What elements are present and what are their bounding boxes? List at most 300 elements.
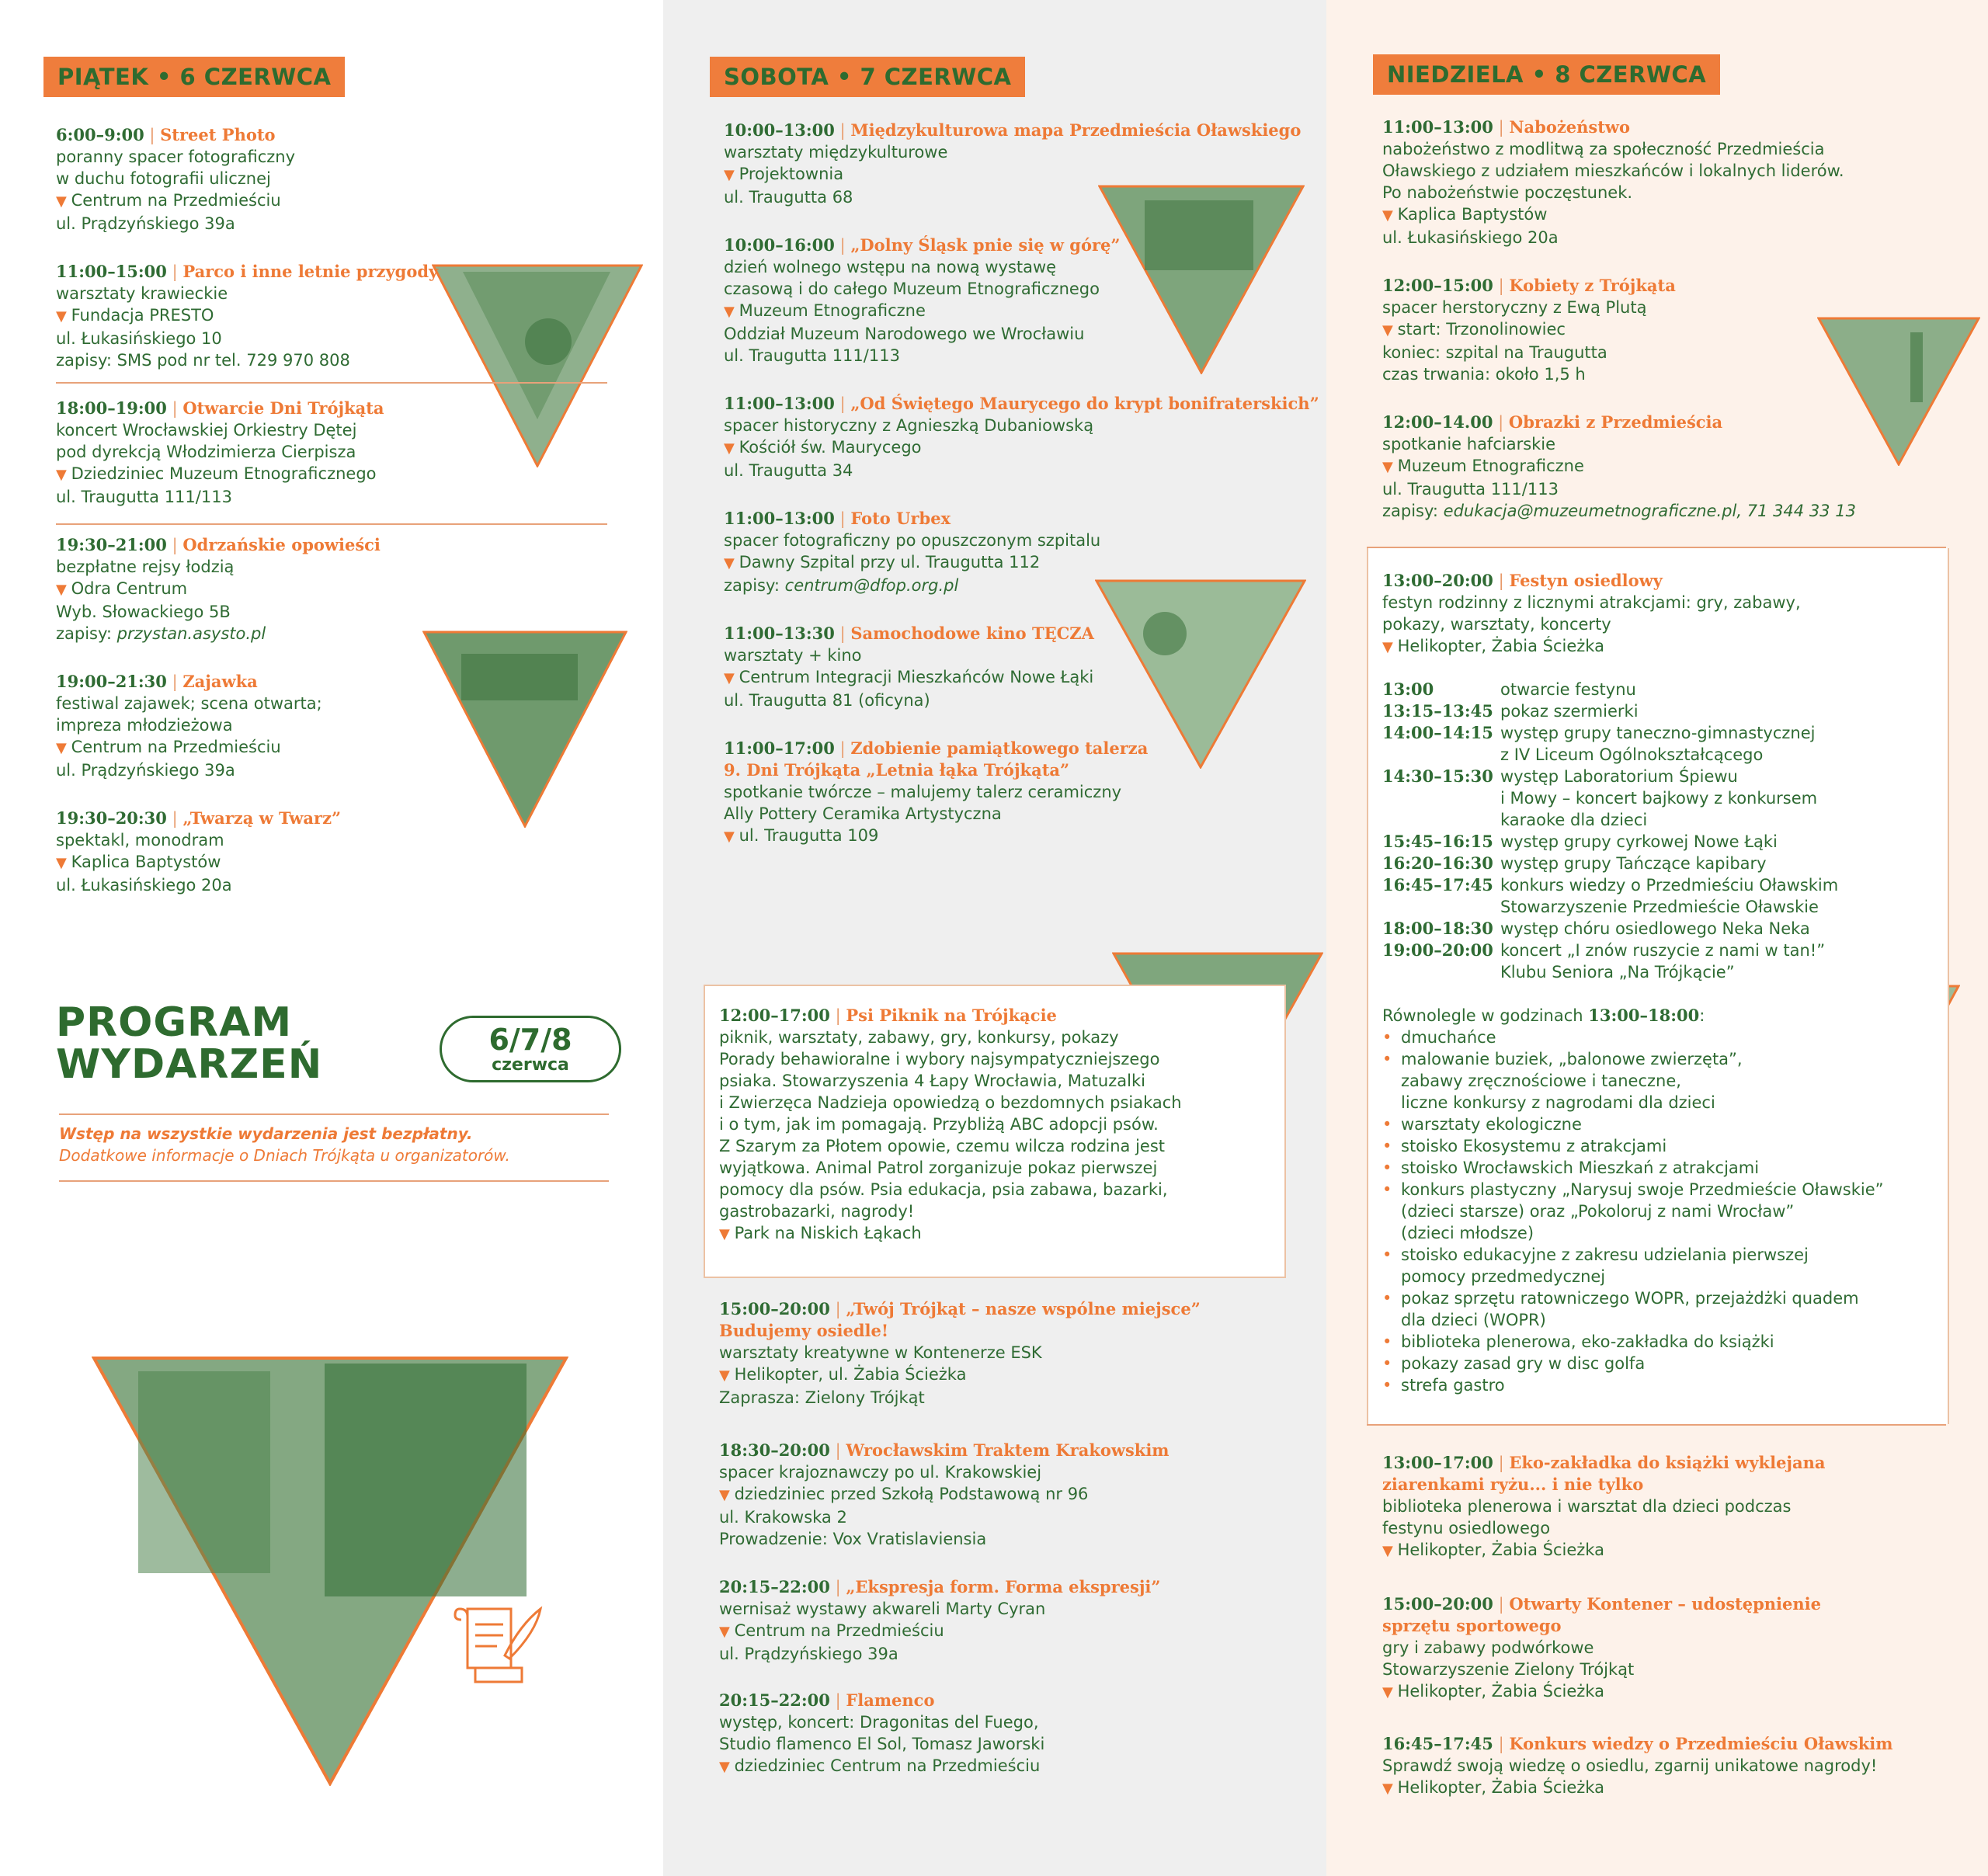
event-detail: ul. Prądzyńskiego 39a bbox=[56, 214, 235, 233]
event-desc: warsztaty kreatywne w Kontenerze ESK bbox=[719, 1343, 1042, 1362]
schedule-desc: pokaz szermierki bbox=[1500, 702, 1639, 721]
event-heading bbox=[56, 671, 322, 693]
attraction-text: pokaz sprzętu ratowniczego WOPR, przejażdżki quadem bbox=[1401, 1289, 1859, 1308]
attraction-line bbox=[1382, 1048, 1884, 1070]
event-title-cont: sprzętu sportowego bbox=[1382, 1616, 1562, 1635]
event-title: Foto Urbex bbox=[850, 509, 951, 528]
attraction-text: warsztaty ekologiczne bbox=[1401, 1115, 1582, 1134]
event-desc: Ally Pottery Ceramika Artystyczna bbox=[724, 804, 1002, 823]
event-title: Parco i inne letnie przygody bbox=[182, 262, 439, 281]
program-title-line2: WYDARZEŃ bbox=[56, 1041, 323, 1088]
event-title: Wrocławskim Traktem Krakowskim bbox=[846, 1440, 1170, 1460]
signup-label: zapisy: bbox=[724, 576, 785, 595]
note-text: Dodatkowe informacje o Dniach Trójkąta u organizatorów. bbox=[59, 1146, 510, 1165]
event-time: 18:30–20:00 bbox=[719, 1440, 830, 1460]
saturday-event bbox=[724, 508, 1100, 596]
event-place bbox=[56, 851, 341, 874]
event-place bbox=[56, 304, 438, 328]
attraction-text: dla dzieci (WOPR) bbox=[1401, 1311, 1546, 1329]
event-desc: psiaka. Stowarzyszenia 4 Łapy Wrocławia, Matuzalki bbox=[719, 1072, 1145, 1090]
event-time: 6:00–9:00 bbox=[56, 125, 144, 144]
place-name: Kaplica Baptystów bbox=[71, 853, 221, 871]
event-place bbox=[719, 1364, 1201, 1387]
event-desc: pokazy, warsztaty, koncerty bbox=[1382, 615, 1611, 634]
event-desc: pod dyrekcją Włodzimierza Cierpisza bbox=[56, 443, 356, 461]
saturday-evening-event bbox=[719, 1298, 1201, 1409]
schedule-desc: występ grupy Tańczące kapibary bbox=[1500, 854, 1767, 873]
event-desc: warsztaty międzykulturowe bbox=[724, 143, 948, 162]
attraction-text: pokazy zasad gry w disc golfa bbox=[1401, 1354, 1646, 1373]
divider bbox=[59, 1180, 609, 1182]
place-name: dziedziniec przed Szkołą Podstawową nr 96 bbox=[734, 1485, 1089, 1503]
event-desc: gry i zabawy podwórkowe bbox=[1382, 1638, 1594, 1657]
schedule-desc: występ Laboratorium Śpiewu bbox=[1500, 767, 1738, 786]
event-separator: | bbox=[1493, 571, 1510, 590]
event-desc: Z Szarym za Płotem opowie, czemu wilcza rodzina jest bbox=[719, 1137, 1165, 1155]
schedule-desc: i Mowy – koncert bajkowy z konkursem bbox=[1500, 789, 1818, 808]
signup-label: zapisy: bbox=[56, 624, 117, 643]
event-desc: Studio flamenco El Sol, Tomasz Jaworski bbox=[719, 1735, 1045, 1753]
event-detail: Wyb. Słowackiego 5B bbox=[56, 603, 231, 621]
event-separator: | bbox=[829, 1691, 846, 1710]
attraction-line bbox=[1382, 1135, 1884, 1157]
place-marker-icon: ▼ bbox=[56, 467, 71, 483]
event-detail: ul. Traugutta 68 bbox=[724, 188, 853, 207]
free-entry-note bbox=[59, 1123, 510, 1166]
event-heading bbox=[56, 261, 438, 283]
event-place bbox=[719, 1755, 1044, 1778]
event-heading bbox=[724, 738, 1148, 759]
attraction-text: liczne konkursy z nagrodami dla dzieci bbox=[1401, 1093, 1715, 1112]
event-time: 20:15–22:00 bbox=[719, 1690, 830, 1710]
event-desc: festyn rodzinny z licznymi atrakcjami: gry, zabawy, bbox=[1382, 593, 1801, 612]
attraction-line bbox=[1382, 1157, 1884, 1179]
event-separator: | bbox=[834, 236, 851, 255]
place-marker-icon: ▼ bbox=[1382, 1684, 1398, 1701]
attraction-text: stoisko Wrocławskich Mieszkań z atrakcjami bbox=[1401, 1159, 1760, 1177]
place-name: Dziedziniec Muzeum Etnograficznego bbox=[71, 464, 377, 483]
divider bbox=[1367, 1424, 1946, 1426]
place-name: dziedziniec Centrum na Przedmieściu bbox=[734, 1756, 1041, 1775]
attraction-text: pomocy przedmedycznej bbox=[1401, 1267, 1606, 1286]
attraction-text: stoisko Ekosystemu z atrakcjami bbox=[1401, 1137, 1667, 1155]
event-detail: ul. Łukasińskiego 20a bbox=[56, 876, 232, 895]
place-marker-icon: ▼ bbox=[724, 555, 739, 571]
event-title: Zajawka bbox=[182, 672, 258, 691]
place-marker-icon: ▼ bbox=[719, 1367, 735, 1384]
note-bold: Wstęp na wszystkie wydarzenia jest bezpłatny. bbox=[59, 1124, 473, 1143]
event-desc: biblioteka plenerowa i warsztat dla dzieci podczas bbox=[1382, 1497, 1792, 1516]
event-heading bbox=[719, 1005, 1182, 1027]
event-heading bbox=[1382, 1593, 1821, 1615]
sunday-event bbox=[1382, 116, 1844, 248]
place-name: start: Trzonolinowiec bbox=[1397, 320, 1566, 339]
event-place bbox=[724, 825, 1148, 848]
place-marker-icon: ▼ bbox=[1382, 207, 1398, 224]
parallel-label: Równolegle w godzinach bbox=[1382, 1006, 1589, 1025]
saturday-evening-event bbox=[719, 1576, 1161, 1665]
event-heading bbox=[1382, 1733, 1892, 1755]
event-title: Otwarty Kontener – udostępnienie bbox=[1509, 1594, 1821, 1614]
place-marker-icon: ▼ bbox=[719, 1226, 735, 1242]
signup-value: edukacja@muzeumetnograficzne.pl, 71 344 33 13 bbox=[1443, 502, 1856, 520]
sunday-event bbox=[1382, 275, 1676, 385]
event-separator: | bbox=[1493, 413, 1509, 432]
event-separator: | bbox=[166, 399, 183, 418]
event-desc: spacer historyczny z Agnieszką Dubaniowską bbox=[724, 416, 1094, 435]
event-place bbox=[724, 436, 1319, 460]
event-desc: gastrobazarki, nagrody! bbox=[719, 1202, 915, 1221]
attraction-line bbox=[1382, 1092, 1884, 1113]
event-title: Festyn osiedlowy bbox=[1509, 571, 1663, 590]
event-detail: ul. Traugutta 111/113 bbox=[724, 346, 900, 365]
program-title bbox=[56, 999, 323, 1088]
event-desc: wernisaż wystawy akwareli Marty Cyran bbox=[719, 1600, 1046, 1618]
attraction-line bbox=[1382, 1222, 1884, 1244]
event-separator: | bbox=[834, 509, 851, 528]
saturday-evening-event bbox=[719, 1690, 1044, 1778]
place-name: Centrum na Przedmieściu bbox=[71, 738, 281, 756]
event-detail: Oddział Muzeum Narodowego we Wrocławiu bbox=[724, 325, 1085, 343]
event-desc: i Zwierzęca Nadzieja opowiedzą o bezdomnych psiakach bbox=[719, 1093, 1182, 1112]
place-marker-icon: ▼ bbox=[56, 582, 71, 598]
attraction-text: stoisko edukacyjne z zakresu udzielania pierwszej bbox=[1401, 1245, 1809, 1264]
place-name: Helikopter, ul. Żabia Ścieżka bbox=[734, 1365, 967, 1384]
event-separator: | bbox=[1493, 1454, 1510, 1472]
place-marker-icon: ▼ bbox=[1382, 322, 1398, 339]
event-detail: Zaprasza: Zielony Trójkąt bbox=[719, 1388, 925, 1407]
event-desc: Stowarzyszenie Zielony Trójkąt bbox=[1382, 1660, 1635, 1679]
quill-scroll-icon bbox=[452, 1601, 547, 1694]
event-desc: w duchu fotografii ulicznej bbox=[56, 169, 271, 188]
event-desc: pomocy dla psów. Psia edukacja, psia zabawa, bazarki, bbox=[719, 1180, 1168, 1199]
friday-event bbox=[56, 261, 438, 371]
event-separator: | bbox=[834, 394, 851, 413]
event-separator: | bbox=[1493, 1735, 1510, 1753]
event-title: Street Photo bbox=[160, 125, 276, 144]
event-separator: | bbox=[829, 1300, 846, 1318]
event-heading bbox=[724, 120, 1301, 141]
event-time: 12:00–15:00 bbox=[1382, 276, 1493, 295]
event-desc: festiwal zajawek; scena otwarta; bbox=[56, 694, 322, 713]
place-name: Centrum na Przedmieściu bbox=[734, 1621, 944, 1640]
event-time: 12:00–17:00 bbox=[719, 1006, 830, 1025]
place-marker-icon: ▼ bbox=[719, 1759, 735, 1775]
event-desc: spotkanie hafciarskie bbox=[1382, 435, 1556, 453]
place-name: Projektownia bbox=[739, 165, 844, 183]
event-place bbox=[1382, 455, 1856, 478]
event-place bbox=[1382, 1777, 1892, 1800]
attraction-line bbox=[1382, 1309, 1884, 1331]
place-marker-icon: ▼ bbox=[1382, 459, 1398, 475]
bullet-icon: • bbox=[1382, 1115, 1392, 1134]
event-title: Konkurs wiedzy o Przedmieściu Oławskim bbox=[1509, 1734, 1893, 1753]
attraction-line bbox=[1382, 1287, 1884, 1309]
place-name: Helikopter, Żabia Ścieżka bbox=[1397, 1778, 1604, 1797]
event-detail: ul. Prądzyńskiego 39a bbox=[719, 1645, 898, 1663]
event-title: Otwarcie Dni Trójkąta bbox=[182, 398, 384, 418]
event-desc: spotkanie twórcze – malujemy talerz ceramiczny bbox=[724, 783, 1122, 801]
event-time: 18:00–19:00 bbox=[56, 398, 167, 418]
place-name: Kaplica Baptystów bbox=[1397, 205, 1548, 224]
parallel-time: 13:00–18:00 bbox=[1588, 1006, 1700, 1025]
attraction-line bbox=[1382, 1113, 1884, 1135]
photo-triangle-tuba bbox=[432, 264, 643, 467]
schedule-time: 16:45–17:45 bbox=[1382, 875, 1493, 895]
attraction-text: zabawy zręcznościowe i taneczne, bbox=[1401, 1072, 1681, 1090]
event-heading bbox=[719, 1298, 1201, 1320]
event-desc: i o tym, jak im pomagają. Przybliżą ABC adopcji psów. bbox=[719, 1115, 1159, 1134]
event-detail: czas trwania: około 1,5 h bbox=[1382, 365, 1586, 384]
event-heading bbox=[719, 1576, 1161, 1598]
sunday-event bbox=[1382, 412, 1856, 522]
place-marker-icon: ▼ bbox=[56, 740, 71, 756]
event-heading bbox=[719, 1690, 1044, 1711]
event-time: 15:00–20:00 bbox=[719, 1299, 830, 1318]
event-heading bbox=[1382, 275, 1676, 297]
place-name: Fundacja PRESTO bbox=[71, 306, 214, 325]
place-name: Park na Niskich Łąkach bbox=[734, 1224, 922, 1242]
place-name: Muzeum Etnograficzne bbox=[739, 301, 926, 320]
event-time: 11:00–13:00 bbox=[724, 509, 835, 528]
day-header-friday: PIĄTEK • 6 CZERWCA bbox=[43, 57, 345, 97]
place-name: Kościół św. Maurycego bbox=[739, 438, 922, 457]
event-place bbox=[724, 300, 1121, 323]
place-marker-icon: ▼ bbox=[719, 1624, 735, 1640]
place-name: ul. Traugutta 109 bbox=[739, 826, 879, 845]
event-heading bbox=[724, 393, 1319, 415]
event-heading bbox=[56, 398, 384, 419]
event-place bbox=[719, 1620, 1161, 1643]
parallel-colon: : bbox=[1699, 1006, 1705, 1025]
bullet-icon: • bbox=[1382, 1028, 1392, 1047]
event-time: 13:00–17:00 bbox=[1382, 1453, 1493, 1472]
event-place bbox=[724, 163, 1301, 186]
event-detail: Prowadzenie: Vox Vratislaviensia bbox=[719, 1530, 987, 1548]
event-separator: | bbox=[166, 809, 183, 828]
dates-pill bbox=[440, 1016, 621, 1082]
bullet-icon: • bbox=[1382, 1137, 1392, 1155]
festyn-event bbox=[1382, 570, 1801, 658]
event-separator: | bbox=[1493, 1595, 1510, 1614]
schedule-time: 14:00–14:15 bbox=[1382, 723, 1493, 742]
place-marker-icon: ▼ bbox=[56, 193, 71, 210]
event-separator: | bbox=[834, 739, 851, 758]
event-place bbox=[56, 578, 381, 601]
event-heading bbox=[724, 623, 1094, 644]
event-time: 19:30–21:00 bbox=[56, 535, 167, 554]
attraction-line bbox=[1382, 1374, 1884, 1396]
schedule-time: 18:00–18:30 bbox=[1382, 919, 1493, 938]
event-separator: | bbox=[144, 126, 161, 144]
event-time: 11:00–17:00 bbox=[724, 738, 835, 758]
event-signup bbox=[724, 575, 1100, 596]
event-time: 13:00–20:00 bbox=[1382, 571, 1493, 590]
event-desc: spektakl, monodram bbox=[56, 831, 224, 849]
bullet-icon: • bbox=[1382, 1159, 1392, 1177]
divider bbox=[56, 523, 607, 525]
event-time: 19:00–21:30 bbox=[56, 672, 167, 691]
event-title-cont: ziarenkami ryżu... i nie tylko bbox=[1382, 1475, 1644, 1494]
event-place bbox=[719, 1483, 1170, 1506]
place-marker-icon: ▼ bbox=[724, 670, 739, 686]
event-title: Psi Piknik na Trójkącie bbox=[846, 1006, 1057, 1025]
event-desc: spacer krajoznawczy po ul. Krakowskiej bbox=[719, 1463, 1042, 1482]
event-heading bbox=[56, 534, 381, 556]
event-detail: ul. Łukasińskiego 20a bbox=[1382, 228, 1559, 247]
event-title-cont: 9. Dni Trójkąta „Letnia łąka Trójkąta” bbox=[724, 760, 1070, 780]
place-marker-icon: ▼ bbox=[719, 1487, 735, 1503]
event-place bbox=[56, 463, 384, 486]
place-marker-icon: ▼ bbox=[56, 308, 71, 325]
attraction-text: (dzieci młodsze) bbox=[1401, 1224, 1534, 1242]
place-name: Dawny Szpital przy ul. Traugutta 112 bbox=[739, 553, 1041, 571]
event-separator: | bbox=[166, 672, 183, 691]
event-desc: bezpłatne rejsy łodzią bbox=[56, 558, 235, 576]
place-marker-icon: ▼ bbox=[724, 167, 739, 183]
bullet-icon: • bbox=[1382, 1050, 1392, 1068]
schedule-time: 14:30–15:30 bbox=[1382, 766, 1493, 786]
schedule-desc: Stowarzyszenie Przedmieście Oławskie bbox=[1500, 898, 1819, 916]
event-desc: koncert Wrocławskiej Orkiestry Dętej bbox=[56, 421, 357, 439]
event-place bbox=[724, 551, 1100, 575]
friday-event bbox=[56, 398, 384, 508]
day-header-saturday: SOBOTA • 7 CZERWCA bbox=[710, 57, 1025, 97]
schedule-desc: Klubu Seniora „Na Trójkącie” bbox=[1500, 963, 1735, 981]
schedule-desc: koncert „I znów ruszycie z nami w tan!” bbox=[1500, 941, 1826, 960]
attraction-line bbox=[1382, 1027, 1884, 1048]
bullet-icon: • bbox=[1382, 1332, 1392, 1351]
schedule-desc: z IV Liceum Ogólnokształcącego bbox=[1500, 745, 1764, 764]
event-title: Eko-zakładka do książki wyklejana bbox=[1509, 1453, 1826, 1472]
saturday-event bbox=[724, 120, 1301, 208]
event-detail: zapisy: SMS pod nr tel. 729 970 808 bbox=[56, 351, 350, 370]
dates-value: 6/7/8 bbox=[488, 1023, 572, 1057]
event-separator: | bbox=[834, 121, 851, 140]
event-place bbox=[1382, 1539, 1826, 1562]
place-name: Centrum na Przedmieściu bbox=[71, 191, 281, 210]
event-desc: czasową i do całego Muzeum Etnograficznego bbox=[724, 280, 1100, 298]
event-separator: | bbox=[829, 1006, 846, 1025]
place-marker-icon: ▼ bbox=[1382, 639, 1398, 655]
event-time: 15:00–20:00 bbox=[1382, 1594, 1493, 1614]
event-heading bbox=[56, 808, 341, 829]
photo-triangle-museum bbox=[1098, 185, 1305, 374]
friday-event bbox=[56, 124, 295, 234]
event-separator: | bbox=[1493, 118, 1510, 137]
event-desc: warsztaty + kino bbox=[724, 646, 862, 665]
place-name: Helikopter, Żabia Ścieżka bbox=[1397, 637, 1604, 655]
event-place bbox=[719, 1222, 1182, 1245]
sunday-afternoon-event bbox=[1382, 1733, 1892, 1800]
program-title-line1: PROGRAM bbox=[56, 999, 293, 1046]
event-time: 11:00–13:30 bbox=[724, 624, 835, 643]
place-marker-icon: ▼ bbox=[1382, 1543, 1398, 1559]
schedule-time: 19:00–20:00 bbox=[1382, 940, 1493, 960]
event-detail: ul. Traugutta 111/113 bbox=[1382, 480, 1559, 499]
event-separator: | bbox=[829, 1441, 846, 1460]
event-desc: piknik, warsztaty, zabawy, gry, konkursy, pokazy bbox=[719, 1028, 1119, 1047]
event-place bbox=[1382, 203, 1844, 227]
event-time: 10:00–16:00 bbox=[724, 235, 835, 255]
event-time: 11:00–13:00 bbox=[1382, 117, 1493, 137]
schedule-time: 15:45–16:15 bbox=[1382, 832, 1493, 851]
event-title: Obrazki z Przedmieścia bbox=[1508, 412, 1723, 432]
schedule-desc: otwarcie festynu bbox=[1500, 680, 1636, 699]
event-time: 20:15–22:00 bbox=[719, 1577, 830, 1596]
bullet-icon: • bbox=[1382, 1245, 1392, 1264]
event-separator: | bbox=[834, 624, 851, 643]
event-desc: festynu osiedlowego bbox=[1382, 1519, 1551, 1537]
event-desc: Oławskiego z udziałem mieszkańców i lokalnych liderów. bbox=[1382, 162, 1844, 180]
event-desc: dzień wolnego wstępu na nową wystawę bbox=[724, 258, 1057, 276]
event-time: 16:45–17:45 bbox=[1382, 1734, 1493, 1753]
place-marker-icon: ▼ bbox=[724, 440, 739, 457]
event-place bbox=[1382, 635, 1801, 658]
event-time: 10:00–13:00 bbox=[724, 120, 835, 140]
event-heading bbox=[724, 508, 1100, 530]
schedule-desc: konkurs wiedzy o Przedmieściu Oławskim bbox=[1500, 876, 1839, 895]
schedule-time: 16:20–16:30 bbox=[1382, 853, 1493, 873]
event-title: Odrzańskie opowieści bbox=[182, 535, 381, 554]
event-place bbox=[724, 666, 1094, 690]
attraction-line bbox=[1382, 1331, 1884, 1353]
event-time: 19:30–20:30 bbox=[56, 808, 167, 828]
sunday-afternoon-event bbox=[1382, 1593, 1821, 1704]
place-marker-icon: ▼ bbox=[724, 304, 739, 320]
event-detail: ul. Traugutta 34 bbox=[724, 461, 853, 480]
day-header-sunday: NIEDZIELA • 8 CZERWCA bbox=[1373, 54, 1720, 95]
place-marker-icon: ▼ bbox=[1382, 1780, 1398, 1797]
event-desc: Porady behawioralne i wybory najsympatyczniejszego bbox=[719, 1050, 1160, 1068]
event-separator: | bbox=[1493, 276, 1510, 295]
schedule-desc: karaoke dla dzieci bbox=[1500, 811, 1648, 829]
event-desc: spacer herstoryczny z Ewą Plutą bbox=[1382, 298, 1647, 317]
event-title: „Ekspresja form. Forma ekspresji” bbox=[846, 1577, 1161, 1596]
photo-triangle-street bbox=[92, 1356, 568, 1786]
event-separator: | bbox=[166, 262, 183, 281]
schedule-desc: występ grupy taneczno-gimnastycznej bbox=[1500, 724, 1816, 742]
event-desc: występ, koncert: Dragonitas del Fuego, bbox=[719, 1713, 1039, 1732]
attraction-line bbox=[1382, 1179, 1884, 1200]
bullet-icon: • bbox=[1382, 1354, 1392, 1373]
place-marker-icon: ▼ bbox=[56, 855, 71, 871]
event-detail: koniec: szpital na Traugutta bbox=[1382, 343, 1607, 362]
place-name: Helikopter, Żabia Ścieżka bbox=[1397, 1541, 1604, 1559]
event-heading bbox=[719, 1440, 1170, 1461]
psi-piknik-event bbox=[719, 1005, 1182, 1245]
attraction-line bbox=[1382, 1244, 1884, 1266]
event-place bbox=[56, 736, 322, 759]
event-desc: wyjątkowa. Animal Patrol zorganizuje pokaz pierwszej bbox=[719, 1159, 1158, 1177]
event-desc: spacer fotograficzny po opuszczonym szpitalu bbox=[724, 531, 1101, 550]
event-detail: ul. Krakowska 2 bbox=[719, 1508, 847, 1527]
event-detail: ul. Traugutta 81 (oficyna) bbox=[724, 691, 930, 710]
signup-value: przystan.asysto.pl bbox=[116, 624, 266, 643]
friday-event bbox=[56, 534, 381, 644]
dates-month: czerwca bbox=[492, 1055, 569, 1075]
event-desc: poranny spacer fotograficzny bbox=[56, 148, 296, 166]
place-name: Muzeum Etnograficzne bbox=[1397, 457, 1584, 475]
attraction-line bbox=[1382, 1200, 1884, 1222]
place-marker-icon: ▼ bbox=[724, 829, 739, 845]
event-title: „Od Świętego Maurycego do krypt bonifraterskich” bbox=[850, 394, 1319, 413]
event-separator: | bbox=[166, 536, 183, 554]
schedule-desc: występ grupy cyrkowej Nowe Łąki bbox=[1500, 832, 1778, 851]
event-heading bbox=[1382, 116, 1844, 138]
event-title: Samochodowe kino TĘCZA bbox=[850, 624, 1094, 643]
event-detail: ul. Traugutta 111/113 bbox=[56, 488, 232, 506]
